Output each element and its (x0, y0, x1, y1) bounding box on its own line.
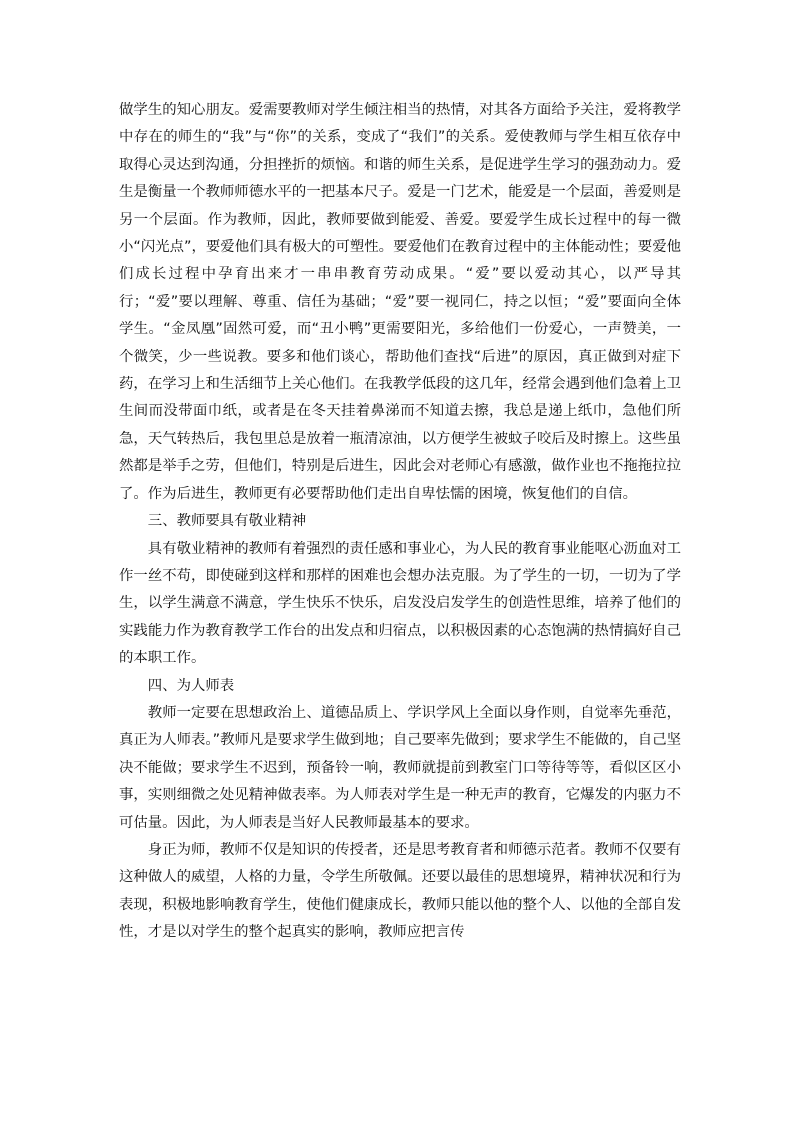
heading-role-model: 四、为人师表 (147, 677, 235, 694)
paragraph-love-students: 做学生的知心朋友。爱需要教师对学生倾注相当的热情，对其各方面给予关注，爱将教学中存在的师生的“我”与“你”的关系，变成了“我们”的关系。爱使教师与学生相互依存中取得心灵达到沟通，分担挫折的烦恼。和谐的师生关系，是促进学生学习的强劲动力。爱生是衡量一个教师师德水平的一把基本尺子。爱是一门艺术，能爱是一个层面，善爱则是另一个层面。作为教师，因此，教师要做到能爱、善爱。要爱学生成长过程中的每一微小“闪光点”，要爱他们具有极大的可塑性。要爱他们在教育过程中的主体能动性；要爱他们成长过程中孕育出来才一串串教育劳动成果。“爱”要以爱动其心，以严导其行；“爱”要以理解、尊重、信任为基础；“爱”要一视同仁，持之以恒；“爱”要面向全体学生。“金凤凰”固然可爱，而“丑小鸭”更需要阳光，多给他们一份爱心，一声赞美，一个微笑，少一些说教。要多和他们谈心，帮助他们查找“后进”的原因，真正做到对症下药，在学习上和生活细节上关心他们。在我教学低段的这几年，经常会遇到他们急着上卫生间而没带面巾纸，或者是在冬天挂着鼻涕而不知道去擦，我总是递上纸巾，急他们所急，天气转热后，我包里总是放着一瓶清凉油，以方便学生被蚊子咬后及时擦上。这些虽然都是举手之劳，但他们，特别是后进生，因此会对老师心有感激，做作业也不拖拖拉拉了。作为后进生，教师更有必要帮助他们走出自卑怯懦的困境，恢复他们的自信。 (119, 102, 681, 502)
heading-dedication: 三、教师要具有敬业精神 (147, 513, 307, 530)
paragraph-set-example: 身正为师，教师不仅是知识的传授者，还是思考教育者和师德示范者。教师不仅要有这种做人的威望，人格的力量，令学生所敬佩。还要以最佳的思想境界，精神状况和行为表现，积极地影响教育学生，使他们健康成长，教师只能以他的整个人、以他的全部自发性，才是以对学生的整个起真实的影响，教师应把言传 (119, 841, 681, 941)
document-body (119, 97, 681, 947)
paragraph-dedication: 具有敬业精神的教师有着强烈的责任感和事业心，为人民的教育事业能呕心沥血对工作一丝不苟，即使碰到这样和那样的困难也会想办法克服。为了学生的一切，一切为了学生，以学生满意不满意，学生快乐不快乐，启发没启发学生的创造性思维，培养了他们的实践能力作为教育教学工作台的出发点和归宿点，以积极因素的心态饱满的热情搞好自己的本职工作。 (119, 540, 681, 667)
paragraph-role-model: 教师一定要在思想政治上、道德品质上、学识学风上全面以身作则，自觉率先垂范，真正为人师表。”教师凡是要求学生做到地；自己要率先做到；要求学生不能做的，自己坚决不能做；要求学生不迟到，预备铃一响，教师就提前到教室门口等待等等，看似区区小事，实则细微之处见精神做表率。为人师表对学生是一种无声的教育，它爆发的内驱力不可估量。因此，为人师表是当好人民教师最基本的要求。 (119, 704, 681, 831)
